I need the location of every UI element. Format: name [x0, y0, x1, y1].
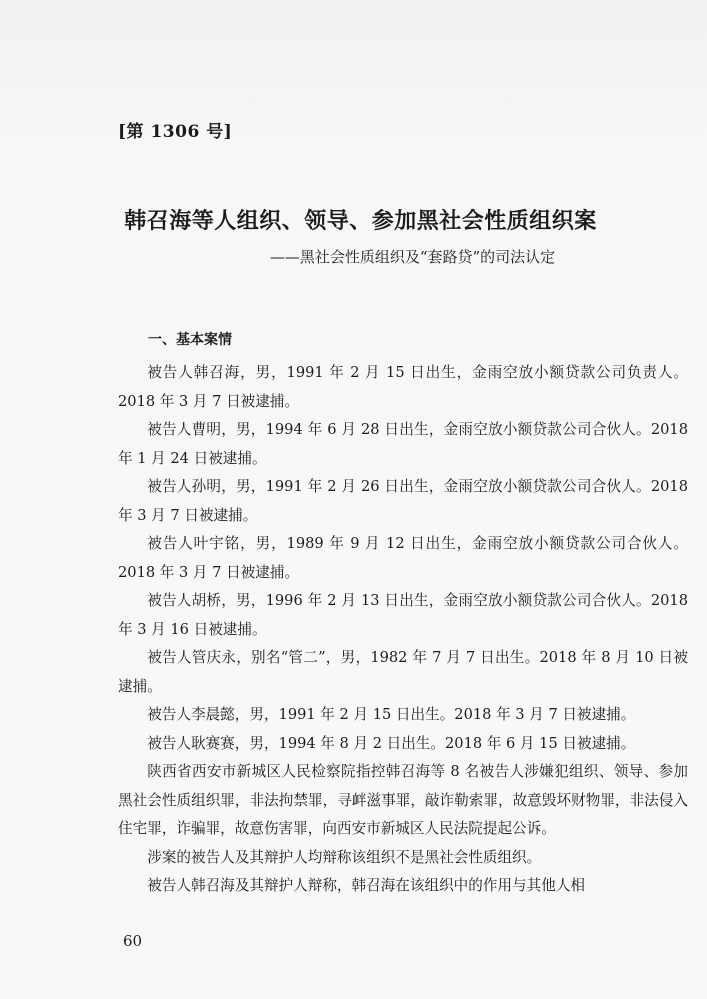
paragraph: 被告人耿赛赛，男，1994 年 8 月 2 日出生。2018 年 6 月 15 日被逮捕。 — [147, 734, 636, 752]
body-text — [118, 359, 688, 901]
paragraph: 被告人管庆永，别名“管二”，男，1982 年 7 月 7 日出生。2018 年 8 月 10 日被逮捕。 — [118, 649, 688, 695]
paragraph: 被告人孙明，男，1991 年 2 月 26 日出生，金雨空放小额贷款公司合伙人。2018 年 3 月 7 日被逮捕。 — [118, 478, 688, 524]
paragraph: 涉案的被告人及其辩护人均辩称该组织不是黑社会性质组织。 — [147, 848, 542, 866]
paragraph: 被告人叶宇铭，男，1989 年 9 月 12 日出生，金雨空放小额贷款公司合伙人。2018 年 3 月 7 日被逮捕。 — [118, 535, 688, 581]
case-subtitle: ——黑社会性质组织及“套路贷”的司法认定 — [269, 248, 556, 266]
case-number: [第 1306 号] — [118, 122, 233, 142]
paragraph: 被告人胡桥，男，1996 年 2 月 13 日出生，金雨空放小额贷款公司合伙人。2018 年 3 月 16 日被逮捕。 — [118, 592, 688, 638]
paragraph: 被告人李晨懿，男，1991 年 2 月 15 日出生。2018 年 3 月 7 日被逮捕。 — [147, 706, 636, 723]
paragraph: 被告人韩召海及其辩护人辩称，韩召海在该组织中的作用与其他人相 — [147, 877, 586, 894]
page-number: 60 — [123, 932, 143, 950]
paragraph: 被告人曹明，男，1994 年 6 月 28 日出生，金雨空放小额贷款公司合伙人。2018 年 1 月 24 日被逮捕。 — [118, 421, 688, 467]
paragraph: 被告人韩召海，男，1991 年 2 月 15 日出生，金雨空放小额贷款公司负责人。2018 年 3 月 7 日被逮捕。 — [118, 364, 688, 410]
section-heading: 一、基本案情 — [148, 332, 232, 348]
case-title: 韩召海等人组织、领导、参加黑社会性质组织案 — [124, 208, 597, 234]
paragraph: 陕西省西安市新城区人民检察院指控韩召海等 8 名被告人涉嫌犯组织、领导、参加黑社会性质组织罪，非法拘禁罪，寻衅滋事罪，敲诈勒索罪，故意毁坏财物罪，非法侵入住宅罪，诈骗罪，故意伤害罪，向西安市新城区人民法院提起公诉。 — [118, 763, 688, 837]
